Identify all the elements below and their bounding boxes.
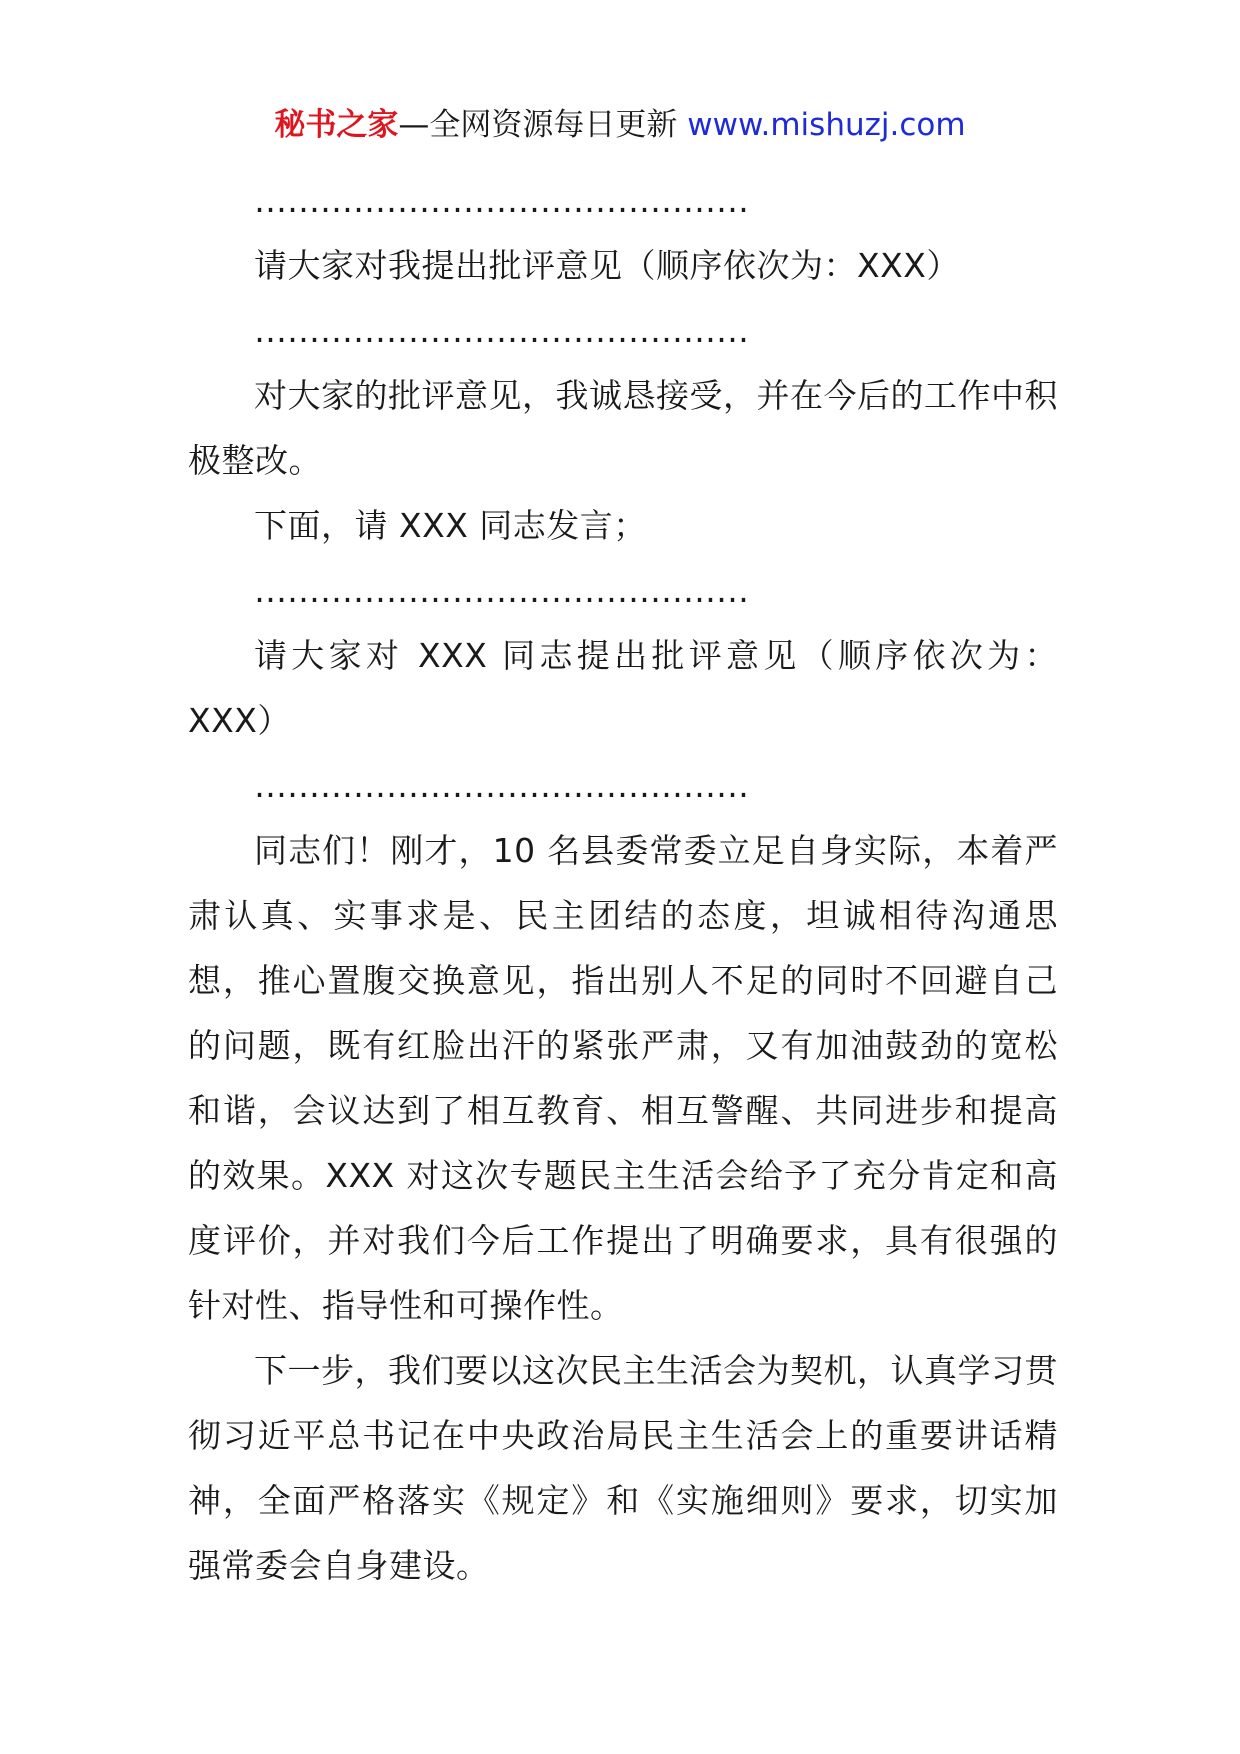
ellipsis-line: ……………………………………… xyxy=(254,181,749,220)
paragraph: 同志们！刚才，10 名县委常委立足自身实际，本着严肃认真、实事求是、民主团结的态度，坦诚相待沟通思想，推心置腹交换意见，指出别人不足的同时不回避自己的问题，既有红脸出汗的紧张严肃，又有加油鼓劲的宽松和谐，会议达到了相互教育、相互警醒、共同进步和提高的效果。XXX 对这次专题民主生活会给予了充分肯定和高度评价，并对我们今后工作提出了明确要求，具有很强的针对性、指导性和可操作性。 xyxy=(188,831,1058,1325)
paragraph: 请大家对 XXX 同志提出批评意见（顺序依次为：XXX） xyxy=(188,636,1058,740)
ellipsis-line: ……………………………………… xyxy=(254,766,749,805)
header-tagline: —全网资源每日更新 xyxy=(398,107,678,143)
paragraph: 请大家对我提出批评意见（顺序依次为：XXX） xyxy=(254,246,960,285)
ellipsis-line: ……………………………………… xyxy=(254,311,749,350)
paragraph: 下面，请 XXX 同志发言； xyxy=(254,506,647,545)
paragraph: 下一步，我们要以这次民主生活会为契机，认真学习贯彻习近平总书记在中央政治局民主生活会上的重要讲话精神，全面严格落实《规定》和《实施细则》要求，切实加强常委会自身建设。 xyxy=(188,1351,1058,1585)
brand-name: 秘书之家 xyxy=(274,107,399,143)
document-body xyxy=(188,168,1058,1598)
page-header xyxy=(0,100,1240,150)
paragraph: 对大家的批评意见，我诚恳接受，并在今后的工作中积极整改。 xyxy=(188,376,1058,480)
ellipsis-line: ……………………………………… xyxy=(254,571,749,610)
website-link[interactable]: www.mishuzj.com xyxy=(687,107,966,143)
